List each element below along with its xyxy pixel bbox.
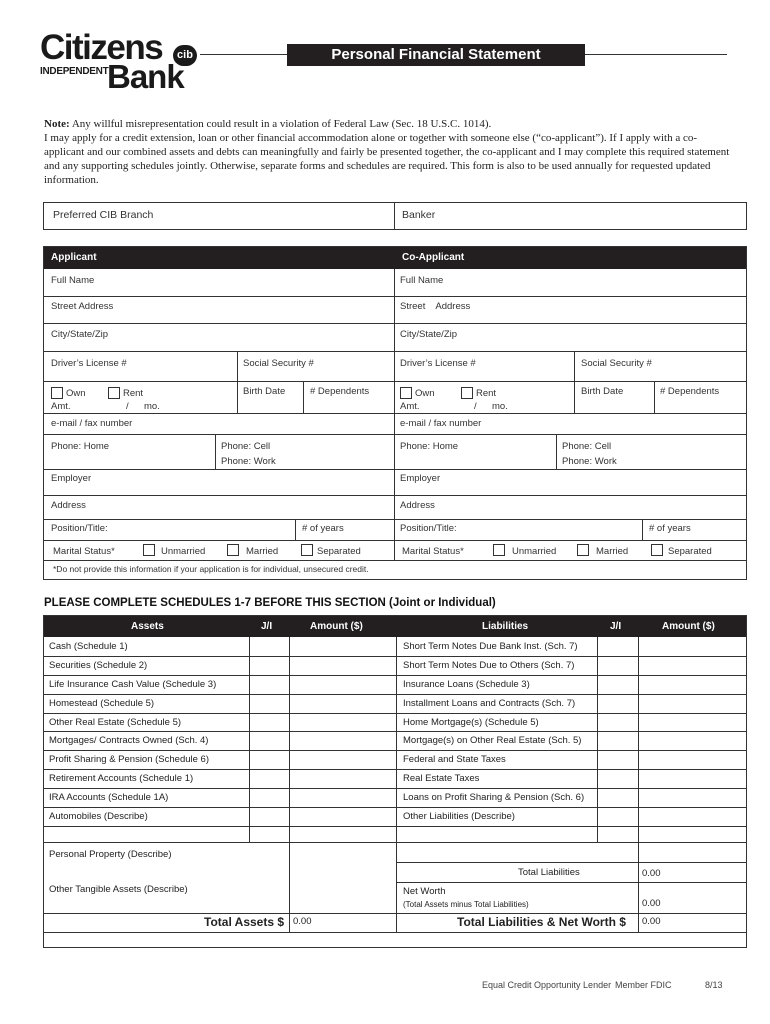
co-license[interactable]: Driver’s License # (400, 358, 476, 369)
liability-row-label: Installment Loans and Contracts (Sch. 7) (403, 698, 576, 709)
liabilities-amount-header: Amount ($) (662, 621, 715, 632)
asset-row-label: Cash (Schedule 1) (49, 641, 128, 652)
applicant-header: Applicant (51, 252, 97, 263)
assets-ji-header: J/I (261, 621, 273, 632)
liability-row-label: Real Estate Taxes (403, 773, 480, 784)
applicant-phone-home[interactable]: Phone: Home (51, 441, 110, 452)
applicant-city[interactable]: City/State/Zip (51, 329, 109, 340)
co-city[interactable]: City/State/Zip (400, 329, 458, 340)
applicant-employer[interactable]: Employer (51, 473, 92, 484)
note-body: I may apply for a credit extension, loan or other financial accommodation alone or together with someone else (“co-applicant”). If I apply with a co-applicant and our combined assets and debts can meaningfully and fairly be presented together, the co-applicant and I may complete this required statement and any supporting schedules jointly. Otherwise, separate forms and schedules are required. This form is also to be used annually for requested updated information. (44, 132, 730, 186)
liability-row-label: Federal and State Taxes (403, 754, 506, 765)
co-amt-slash: / (474, 401, 477, 412)
liability-row-label: Short Term Notes Due Bank Inst. (Sch. 7) (403, 641, 578, 652)
applicant-rent-label: Rent (123, 388, 144, 399)
co-marital: Marital Status* (402, 546, 464, 557)
footer-version: 8/13 (705, 980, 723, 990)
co-ssn[interactable]: Social Security # (581, 358, 652, 369)
balance-header-bar (44, 616, 746, 637)
applicant-married-label: Married (246, 546, 279, 557)
co-dependents[interactable]: # Dependents (660, 386, 720, 397)
applicant-amt: Amt. (51, 401, 71, 412)
applicant-unmarried-checkbox[interactable] (143, 543, 155, 561)
co-email[interactable]: e-mail / fax number (400, 418, 482, 429)
total-assets-label: Total Assets $ (204, 915, 285, 929)
applicant-marital: Marital Status* (53, 546, 115, 557)
applicant-street[interactable]: Street Address (51, 301, 114, 312)
co-unmarried-checkbox[interactable] (493, 543, 505, 561)
asset-row-label: Other Real Estate (Schedule 5) (49, 717, 182, 728)
co-years[interactable]: # of years (649, 523, 691, 534)
net-worth-label: Net Worth (403, 886, 446, 897)
total-liabilities-label: Total Liabilities (518, 867, 580, 878)
co-separated-checkbox[interactable] (651, 543, 663, 561)
applicant-section (43, 246, 747, 580)
co-married-label: Married (596, 546, 629, 557)
asset-row-label: Securities (Schedule 2) (49, 660, 148, 671)
applicant-full-name[interactable]: Full Name (51, 275, 95, 286)
co-unmarried-label: Unmarried (512, 546, 557, 557)
net-worth-value[interactable]: 0.00 (642, 898, 661, 909)
applicant-position[interactable]: Position/Title: (51, 523, 108, 534)
personal-property[interactable]: Personal Property (Describe) (49, 849, 172, 860)
applicant-amt-slash: / (126, 401, 129, 412)
asset-row-label: IRA Accounts (Schedule 1A) (49, 792, 169, 803)
co-birth-date[interactable]: Birth Date (581, 386, 624, 397)
applicant-own-label: Own (66, 388, 86, 399)
liability-row-label: Insurance Loans (Schedule 3) (403, 679, 530, 690)
applicant-dependents[interactable]: # Dependents (310, 386, 370, 397)
asset-row-label: Automobiles (Describe) (49, 811, 148, 822)
applicant-phone-cell[interactable]: Phone: Cell (221, 441, 271, 452)
co-street[interactable]: Street Address (400, 301, 471, 312)
schedules-heading: PLEASE COMPLETE SCHEDULES 1-7 BEFORE THIS SECTION (Joint or Individual) (44, 597, 496, 609)
total-assets-value[interactable]: 0.00 (293, 916, 312, 927)
asset-row-label: Life Insurance Cash Value (Schedule 3) (49, 679, 217, 690)
liability-row-label: Loans on Profit Sharing & Pension (Sch. 6) (403, 792, 585, 803)
co-phone-home[interactable]: Phone: Home (400, 441, 459, 452)
assets-amount-header: Amount ($) (310, 621, 363, 632)
applicant-phone-work[interactable]: Phone: Work (221, 456, 276, 467)
total-liab-nw-label: Total Liabilities & Net Worth $ (457, 915, 626, 929)
liabilities-header: Liabilities (482, 621, 529, 632)
applicant-ssn[interactable]: Social Security # (243, 358, 314, 369)
total-liab-nw-value[interactable]: 0.00 (642, 916, 661, 927)
note-label: Note: (44, 118, 70, 130)
applicant-address[interactable]: Address (51, 500, 86, 511)
co-phone-work[interactable]: Phone: Work (562, 456, 617, 467)
co-employer[interactable]: Employer (400, 473, 441, 484)
co-phone-cell[interactable]: Phone: Cell (562, 441, 612, 452)
co-address[interactable]: Address (400, 500, 435, 511)
co-amt: Amt. (400, 401, 420, 412)
co-position[interactable]: Position/Title: (400, 523, 457, 534)
assets-header: Assets (131, 621, 164, 632)
liability-row-label: Mortgage(s) on Other Real Estate (Sch. 5) (403, 735, 582, 746)
co-full-name[interactable]: Full Name (400, 275, 444, 286)
co-mo: mo. (492, 401, 508, 412)
co-applicant-header: Co-Applicant (402, 252, 465, 263)
asset-row-label: Retirement Accounts (Schedule 1) (49, 773, 194, 784)
logo-independent: INDEPENDENT (40, 66, 109, 77)
total-liabilities-value[interactable]: 0.00 (642, 868, 661, 879)
asset-row-label: Profit Sharing & Pension (Schedule 6) (49, 754, 210, 765)
applicant-rent-checkbox[interactable] (108, 386, 120, 404)
liability-row-label: Short Term Notes Due to Others (Sch. 7) (403, 660, 575, 671)
footer-member: Member FDIC (615, 980, 672, 990)
asset-row-label: Homestead (Schedule 5) (49, 698, 155, 709)
co-own-label: Own (415, 388, 435, 399)
logo-bank: Bank (107, 58, 184, 95)
applicant-mo: mo. (144, 401, 160, 412)
page-title: Personal Financial Statement (287, 44, 585, 66)
co-married-checkbox[interactable] (577, 543, 589, 561)
applicant-birth-date[interactable]: Birth Date (243, 386, 286, 397)
logo-citizens: Citizens (40, 28, 163, 67)
co-separated-label: Separated (668, 546, 712, 557)
applicant-separated-checkbox[interactable] (301, 543, 313, 561)
applicant-header-bar (44, 247, 746, 269)
co-rent-checkbox[interactable] (461, 386, 473, 404)
note-text: Any willful misrepresentation could result in a violation of Federal Law (Sec. 18 U.S.C. 1014). (71, 118, 492, 130)
applicant-years[interactable]: # of years (302, 523, 344, 534)
net-worth-note: (Total Assets minus Total Liabilities) (403, 900, 529, 909)
applicant-unmarried-label: Unmarried (161, 546, 206, 557)
other-tangible-assets[interactable]: Other Tangible Assets (Describe) (49, 884, 188, 895)
asset-row-label: Mortgages/ Contracts Owned (Sch. 4) (49, 735, 209, 746)
applicant-license[interactable]: Driver’s License # (51, 358, 127, 369)
applicant-married-checkbox[interactable] (227, 543, 239, 561)
balance-table (43, 615, 747, 948)
note (44, 117, 734, 187)
applicant-separated-label: Separated (317, 546, 361, 557)
logo-badge: cib (173, 45, 197, 66)
liability-row-label: Home Mortgage(s) (Schedule 5) (403, 717, 539, 728)
preferred-branch-field[interactable]: Preferred CIB Branch (53, 209, 154, 221)
liabilities-ji-header: J/I (610, 621, 622, 632)
co-rent-label: Rent (476, 388, 497, 399)
footer-lender: Equal Credit Opportunity Lender (482, 980, 612, 990)
disclaimer: *Do not provide this information if your application is for individual, unsecured credit. (53, 564, 369, 574)
applicant-email[interactable]: e-mail / fax number (51, 418, 133, 429)
liability-row-label: Other Liabilities (Describe) (403, 811, 515, 822)
branch-box (43, 202, 747, 230)
banker-field[interactable]: Banker (402, 209, 436, 221)
